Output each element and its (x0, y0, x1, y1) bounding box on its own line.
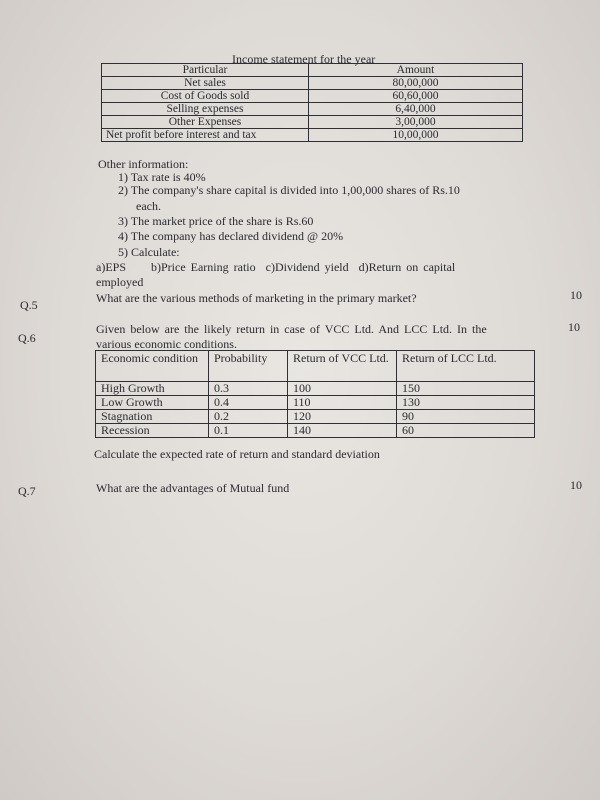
cell-particular: Selling expenses (102, 103, 309, 116)
table-header-row (96, 351, 535, 382)
question-marks: 10 (570, 478, 582, 492)
cell-return-lcc: 60 (397, 424, 535, 438)
cell-return-vcc: 140 (288, 424, 397, 438)
cell-particular: Cost of Goods sold (102, 90, 309, 103)
cell-condition: Stagnation (96, 410, 209, 424)
cell-return-vcc: 110 (288, 396, 397, 410)
question-number: Q.7 (18, 484, 36, 498)
cell-condition: High Growth (96, 382, 209, 396)
income-statement-title: Income statement for the year (232, 52, 376, 66)
table-row (102, 116, 523, 129)
header-return-lcc: Return of LCC Ltd. (397, 351, 535, 382)
cell-return-lcc: 150 (397, 382, 535, 396)
cell-amount: 6,40,000 (309, 103, 523, 116)
question-marks: 10 (570, 288, 582, 302)
table-header-row (102, 64, 523, 77)
list-item: 3) The market price of the share is Rs.60 (118, 214, 314, 228)
cell-return-lcc: 90 (397, 410, 535, 424)
calculation-options: a)EPS b)Price Earning ratio c)Dividend yield d)Return on capital (96, 260, 456, 274)
question-number: Q.6 (18, 331, 36, 345)
header-probability: Probability (209, 351, 288, 382)
list-item: 2) The company's share capital is divided into 1,00,000 shares of Rs.10 (118, 183, 460, 197)
cell-amount: 60,60,000 (309, 90, 523, 103)
cell-probability: 0.3 (209, 382, 288, 396)
cell-amount: 80,00,000 (309, 77, 523, 90)
income-statement-table (101, 63, 523, 142)
cell-probability: 0.2 (209, 410, 288, 424)
cell-particular: Other Expenses (102, 116, 309, 129)
list-item-continuation: each. (136, 199, 161, 213)
returns-table (95, 350, 535, 438)
header-particular: Particular (102, 64, 309, 77)
cell-return-lcc: 130 (397, 396, 535, 410)
cell-probability: 0.4 (209, 396, 288, 410)
cell-particular: Net profit before interest and tax (102, 129, 309, 142)
cell-amount: 10,00,000 (309, 129, 523, 142)
table-row (102, 129, 523, 142)
table-row (96, 424, 535, 438)
cell-particular: Net sales (102, 77, 309, 90)
cell-condition: Recession (96, 424, 209, 438)
table-row (96, 382, 535, 396)
header-amount: Amount (309, 64, 523, 77)
cell-amount: 3,00,000 (309, 116, 523, 129)
question-instruction: Calculate the expected rate of return and standard deviation (94, 447, 380, 461)
question-number: Q.5 (20, 298, 38, 312)
question-marks: 10 (568, 320, 580, 334)
other-info-heading: Other information: (98, 157, 189, 171)
cell-condition: Low Growth (96, 396, 209, 410)
table-row (102, 90, 523, 103)
table-row (102, 77, 523, 90)
table-row (96, 396, 535, 410)
cell-return-vcc: 100 (288, 382, 397, 396)
calculation-options-continuation: employed (96, 275, 144, 289)
question-text: Given below are the likely return in case of VCC Ltd. And LCC Ltd. In the (96, 322, 487, 336)
header-economic-condition: Economic condition (96, 351, 209, 382)
header-return-vcc: Return of VCC Ltd. (288, 351, 397, 382)
table-row (102, 103, 523, 116)
list-item: 5) Calculate: (118, 245, 180, 259)
table-row (96, 410, 535, 424)
list-item: 1) Tax rate is 40% (118, 170, 206, 184)
question-text-continuation: various economic conditions. (96, 337, 237, 351)
question-text: What are the advantages of Mutual fund (96, 481, 290, 495)
cell-probability: 0.1 (209, 424, 288, 438)
list-item: 4) The company has declared dividend @ 20% (118, 229, 344, 243)
question-text: What are the various methods of marketing in the primary market? (96, 291, 417, 305)
cell-return-vcc: 120 (288, 410, 397, 424)
